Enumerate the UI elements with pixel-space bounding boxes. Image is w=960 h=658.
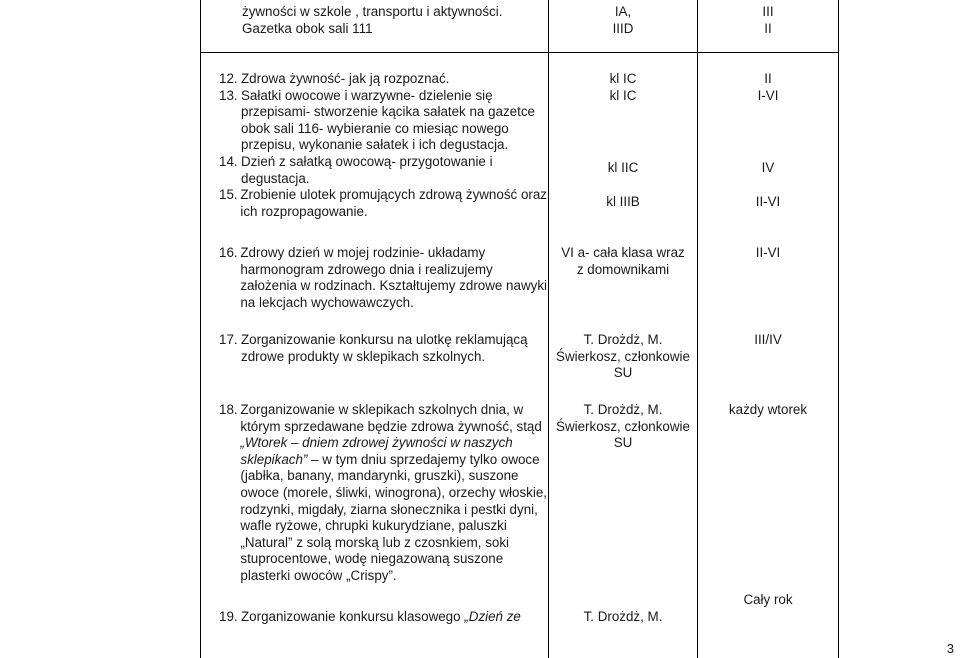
text-line: harmonogram zdrowego dnia i realizujemy bbox=[240, 261, 493, 277]
text-line: Sałatki owocowe i warzywne- dzielenie się bbox=[241, 87, 493, 103]
item-number: 18. bbox=[219, 402, 238, 417]
group1-when-2: I-VI bbox=[757, 88, 779, 103]
text-line: którym sprzedawane będzie zdrowa żywność, stąd bbox=[240, 418, 542, 434]
text-line: wafle ryżowe, chrupki kukurydziane, paluszki bbox=[240, 518, 507, 534]
list-item bbox=[219, 71, 547, 88]
text-line: Zdrowa żywność- jak ją rozpoznać. bbox=[241, 71, 450, 86]
top-row-description bbox=[242, 4, 502, 37]
text-line: założenia w rodzinach. Kształtujemy zdrowe nawyki bbox=[240, 278, 547, 294]
text-line: Zrobienie ulotek promujących zdrową żywność oraz bbox=[240, 187, 547, 203]
text-line: II bbox=[764, 20, 772, 36]
text-line: Zorganizowanie konkursu na ulotkę reklamującą bbox=[241, 332, 528, 347]
italic-text: „Wtorek – dniem zdrowej żywności w naszych bbox=[240, 435, 513, 451]
list-item bbox=[219, 187, 547, 220]
top-row-when bbox=[698, 4, 838, 37]
text-line: VI a- cała klasa wraz bbox=[561, 245, 685, 260]
text-line: owoce (morele, śliwki, winogrona), orzechy włoskie, bbox=[240, 484, 547, 500]
item17-when: III/IV bbox=[754, 332, 782, 347]
text-line: na lekcjach wychowawczych. bbox=[240, 294, 414, 310]
item-number: 12. bbox=[219, 71, 238, 86]
text-line bbox=[241, 609, 547, 626]
text-line: żywności w szkole , transportu i aktywności. bbox=[242, 4, 503, 19]
text-line: Dzień z sałatką owocową- przygotowanie i bbox=[241, 153, 493, 169]
text-line-italic bbox=[240, 435, 547, 452]
item16-who bbox=[549, 245, 697, 278]
item-number: 16. bbox=[219, 245, 238, 260]
text-line: degustacja. bbox=[241, 170, 310, 186]
table-border-right bbox=[838, 0, 839, 658]
top-row-who bbox=[549, 4, 697, 37]
text-line: III bbox=[762, 4, 774, 19]
item19-who: T. Drożdż, M. bbox=[583, 609, 663, 624]
list-item bbox=[219, 402, 547, 585]
item-number: 15. bbox=[219, 187, 238, 203]
text-line: rodzynki, migdały, ziarna słonecznika i pestki dyni, bbox=[240, 501, 538, 517]
item16-when: II-VI bbox=[755, 245, 781, 260]
item18-who bbox=[549, 402, 697, 452]
text-fragment: Zorganizowanie konkursu klasowego bbox=[241, 609, 465, 624]
text-line: (jabłka, banany, mandarynki, gruszki), suszone bbox=[240, 468, 519, 484]
table-border-left bbox=[200, 0, 201, 658]
text-line: IA, bbox=[614, 4, 632, 19]
text-line: Świerkosz, członkowie bbox=[556, 348, 690, 364]
list-item bbox=[219, 154, 547, 187]
text-line: Zdrowy dzień w mojej rodzinie- układamy bbox=[240, 245, 486, 260]
group1-when-3: IV bbox=[761, 160, 775, 175]
text-line: T. Drożdż, M. bbox=[583, 402, 663, 417]
text-line: Świerkosz, członkowie bbox=[556, 418, 690, 434]
item-number: 13. bbox=[219, 87, 238, 103]
item18-when: każdy wtorek bbox=[728, 402, 808, 417]
text-line: Zorganizowanie w sklepikach szkolnych dnia, w bbox=[240, 402, 524, 417]
group1-who-4: kl IIIB bbox=[606, 194, 640, 209]
text-line: IIID bbox=[612, 20, 634, 36]
list-item bbox=[219, 245, 547, 311]
text-line: przepisu, wykonanie sałatek i ich degustacja. bbox=[241, 137, 509, 153]
list-item bbox=[219, 88, 547, 154]
text-line: obok sali 116- wybieranie co miesiąc nowego bbox=[241, 120, 509, 136]
italic-text: „Dzień ze bbox=[464, 609, 521, 624]
text-line: przepisami- stworzenie kącika sałatek na gazetce bbox=[241, 104, 535, 120]
item-number: 19. bbox=[219, 609, 238, 624]
text-line bbox=[240, 452, 547, 469]
table-border-row bbox=[200, 52, 839, 53]
group1-who-2: kl IC bbox=[609, 88, 637, 103]
text-line: „Natural” z solą morską lub z czosnkiem, soki bbox=[240, 534, 510, 550]
text-line: SU bbox=[613, 365, 633, 381]
group1-when-1: II bbox=[764, 71, 772, 86]
italic-text: sklepikach” bbox=[240, 451, 308, 467]
group1-when-4: II-VI bbox=[755, 194, 781, 209]
page-number: 3 bbox=[946, 641, 954, 656]
list-item bbox=[219, 609, 547, 626]
list-item bbox=[219, 332, 547, 365]
text-line: SU bbox=[613, 435, 633, 451]
item-number: 14. bbox=[219, 153, 238, 169]
text-line: zdrowe produkty w sklepikach szkolnych. bbox=[241, 348, 486, 364]
item-number: 17. bbox=[219, 332, 238, 347]
item17-who bbox=[549, 332, 697, 382]
group1-who-3: kl IIC bbox=[607, 160, 639, 175]
text-line: plasterki owoców „Crispy”. bbox=[240, 567, 397, 583]
text-line: ich rozpropagowanie. bbox=[240, 203, 368, 219]
text-line: Gazetka obok sali 111 bbox=[242, 20, 373, 36]
group1-items bbox=[219, 71, 547, 220]
text-line: T. Drożdż, M. bbox=[583, 332, 663, 347]
text-fragment: – w tym dniu sprzedajemy tylko owoce bbox=[307, 451, 540, 467]
group1-who-1: kl IC bbox=[609, 71, 637, 86]
item19-when: Cały rok bbox=[743, 592, 793, 607]
text-line: z domownikami bbox=[576, 261, 670, 277]
text-line: stuprocentowe, wodę niegazowaną suszone bbox=[240, 551, 504, 567]
